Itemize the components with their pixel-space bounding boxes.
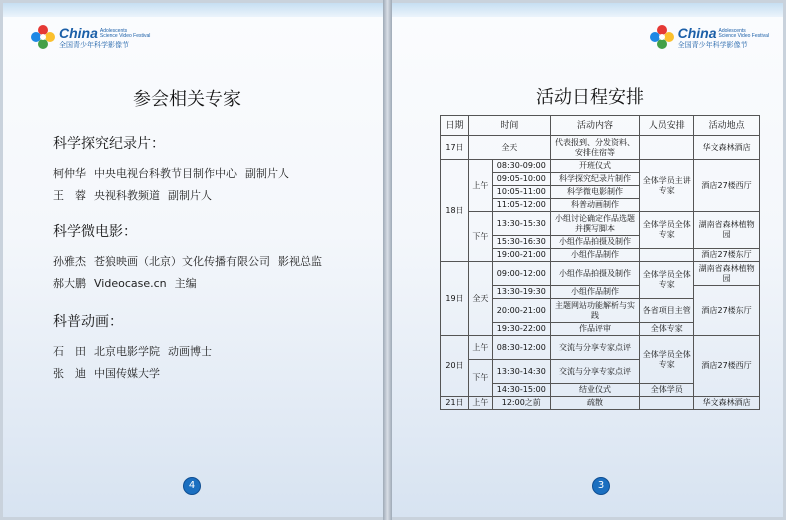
cell-content: 疏散 [550, 397, 640, 410]
logo-sub-line2: Science Video Festival [718, 33, 769, 39]
expert-name: 石 田 [53, 345, 86, 358]
expert-name: 王 蓉 [53, 189, 86, 202]
cell-people: 各省项目主管 [640, 299, 694, 323]
cell-time: 15:30-16:30 [492, 236, 550, 249]
expert-role: 副制片人 [168, 189, 212, 202]
cell-content: 小组作品制作 [550, 249, 640, 262]
cell-period: 上午 [468, 336, 492, 360]
table-row [441, 212, 760, 236]
cell-date: 19日 [441, 262, 469, 336]
cell-people: 全体学员 [640, 384, 694, 397]
expert-row [53, 363, 220, 385]
section-heading: 科学探究纪录片： [53, 136, 165, 152]
cell-content: 结业仪式 [550, 384, 640, 397]
cell-people [640, 136, 694, 160]
cell-content: 小组作品制作 [550, 286, 640, 299]
expert-role: 主编 [174, 277, 197, 290]
cell-time: 全天 [468, 136, 550, 160]
cell-place: 湖南省森林植物园 [694, 262, 760, 286]
expert-name: 郝大鹏 [53, 277, 86, 290]
logo-chinese-name: 全国青少年科学影像节 [59, 40, 129, 49]
cell-time: 13:30-14:30 [492, 360, 550, 384]
left-page [3, 3, 383, 517]
pinwheel-logo-icon [31, 25, 55, 49]
cell-period: 下午 [468, 360, 492, 397]
logo-chinese-name: 全国青少年科学影像节 [677, 40, 748, 49]
cell-content: 主题网站功能解析与实践 [550, 299, 640, 323]
cell-people: 全体学员主讲专家 [640, 160, 694, 212]
header-content: 活动内容 [550, 116, 640, 136]
cell-people: 全体学员全体专家 [640, 262, 694, 299]
header-place: 活动地点 [694, 116, 760, 136]
expert-org: 央视科教频道 [94, 189, 160, 202]
expert-row [53, 251, 330, 273]
cell-place: 华文森林酒店 [694, 136, 760, 160]
festival-logo [650, 25, 769, 49]
cell-place: 湖南省森林植物园 [694, 212, 760, 249]
cell-people: 全体学员全体专家 [640, 212, 694, 249]
cell-date: 20日 [441, 336, 469, 397]
cell-people: 全体学员全体专家 [640, 336, 694, 384]
cell-time: 14:30-15:00 [492, 384, 550, 397]
table-row [441, 262, 760, 286]
cell-content: 作品评审 [550, 323, 640, 336]
cell-time: 09:05-10:00 [492, 173, 550, 186]
cell-content: 代表报到、分发资料、安排住宿等 [550, 136, 640, 160]
cell-period: 下午 [468, 212, 492, 262]
expert-role: 动画博士 [168, 345, 212, 358]
expert-org: 苍狼映画（北京）文化传播有限公司 [94, 255, 270, 268]
cell-time: 19:30-22:00 [492, 323, 550, 336]
cell-time: 10:05-11:00 [492, 186, 550, 199]
expert-name: 柯仲华 [53, 167, 86, 180]
cell-content: 小组作品拍摄及制作 [550, 236, 640, 249]
top-band [392, 3, 783, 17]
schedule-table [440, 115, 760, 410]
cell-content: 科普动画制作 [550, 199, 640, 212]
page-title: 参会相关专家 [133, 89, 241, 110]
section-documentary [53, 133, 297, 207]
cell-content: 交流与分享专家点评 [550, 336, 640, 360]
cell-place: 酒店27楼西厅 [694, 160, 760, 212]
cell-content: 科学微电影制作 [550, 186, 640, 199]
cell-time: 12:00之前 [492, 397, 550, 410]
cell-people: 全体专家 [640, 323, 694, 336]
cell-period: 全天 [468, 262, 492, 336]
cell-time: 19:00-21:00 [492, 249, 550, 262]
cell-time: 13:30-19:30 [492, 286, 550, 299]
cell-place: 酒店27楼东厅 [694, 249, 760, 262]
festival-logo [31, 25, 150, 49]
cell-content: 交流与分享专家点评 [550, 360, 640, 384]
book-gutter [383, 0, 392, 520]
cell-content: 小组讨论确定作品选题并撰写脚本 [550, 212, 640, 236]
cell-date: 18日 [441, 160, 469, 262]
expert-org: 中国传媒大学 [94, 367, 160, 380]
cell-time: 13:30-15:30 [492, 212, 550, 236]
page-number: 4 [183, 477, 201, 495]
expert-row [53, 273, 330, 295]
cell-place: 酒店27楼东厅 [694, 286, 760, 336]
table-row [441, 160, 760, 173]
logo-sub-line2: Science Video Festival [99, 33, 151, 39]
cell-content: 科学探究纪录片制作 [550, 173, 640, 186]
cell-place: 华文森林酒店 [694, 397, 760, 410]
logo-brand: China [677, 24, 717, 41]
cell-date: 21日 [441, 397, 469, 410]
table-row [441, 397, 760, 410]
cell-content: 开班仪式 [550, 160, 640, 173]
expert-org: Videocase.cn [94, 277, 167, 290]
header-date: 日期 [441, 116, 469, 136]
cell-date: 17日 [441, 136, 469, 160]
expert-role: 影视总监 [278, 255, 322, 268]
expert-row [53, 163, 297, 185]
cell-period: 上午 [468, 160, 492, 212]
cell-time: 20:00-21:00 [492, 299, 550, 323]
cell-time: 08:30-09:00 [492, 160, 550, 173]
cell-people [640, 397, 694, 410]
section-heading: 科学微电影： [53, 224, 137, 240]
expert-org: 中央电视台科教节目制作中心 [94, 167, 237, 180]
expert-role: 副制片人 [245, 167, 289, 180]
section-animation [53, 311, 220, 385]
table-header-row [441, 116, 760, 136]
page-title: 活动日程安排 [536, 87, 644, 108]
cell-period: 上午 [468, 397, 492, 410]
expert-name: 张 迪 [53, 367, 86, 380]
pinwheel-logo-icon [650, 25, 674, 49]
logo-sub-line1: Adolescents [718, 27, 746, 34]
page-number: 3 [592, 477, 610, 495]
section-heading: 科普动画： [53, 314, 123, 330]
cell-time: 09:00-12:00 [492, 262, 550, 286]
cell-content: 小组作品拍摄及制作 [550, 262, 640, 286]
cell-time: 11:05-12:00 [492, 199, 550, 212]
table-row [441, 136, 760, 160]
cell-place: 酒店27楼西厅 [694, 336, 760, 397]
table-row [441, 336, 760, 360]
expert-org: 北京电影学院 [94, 345, 160, 358]
expert-name: 孙雅杰 [53, 255, 86, 268]
logo-brand: China [59, 24, 98, 41]
cell-people [640, 249, 694, 262]
right-page [392, 3, 783, 517]
logo-sub-line1: Adolescents [99, 27, 128, 34]
section-micro-film [53, 221, 330, 295]
top-band [3, 3, 383, 17]
header-time: 时间 [468, 116, 550, 136]
header-people: 人员安排 [640, 116, 694, 136]
expert-row [53, 185, 297, 207]
cell-time: 08:30-12:00 [492, 336, 550, 360]
expert-row [53, 341, 220, 363]
